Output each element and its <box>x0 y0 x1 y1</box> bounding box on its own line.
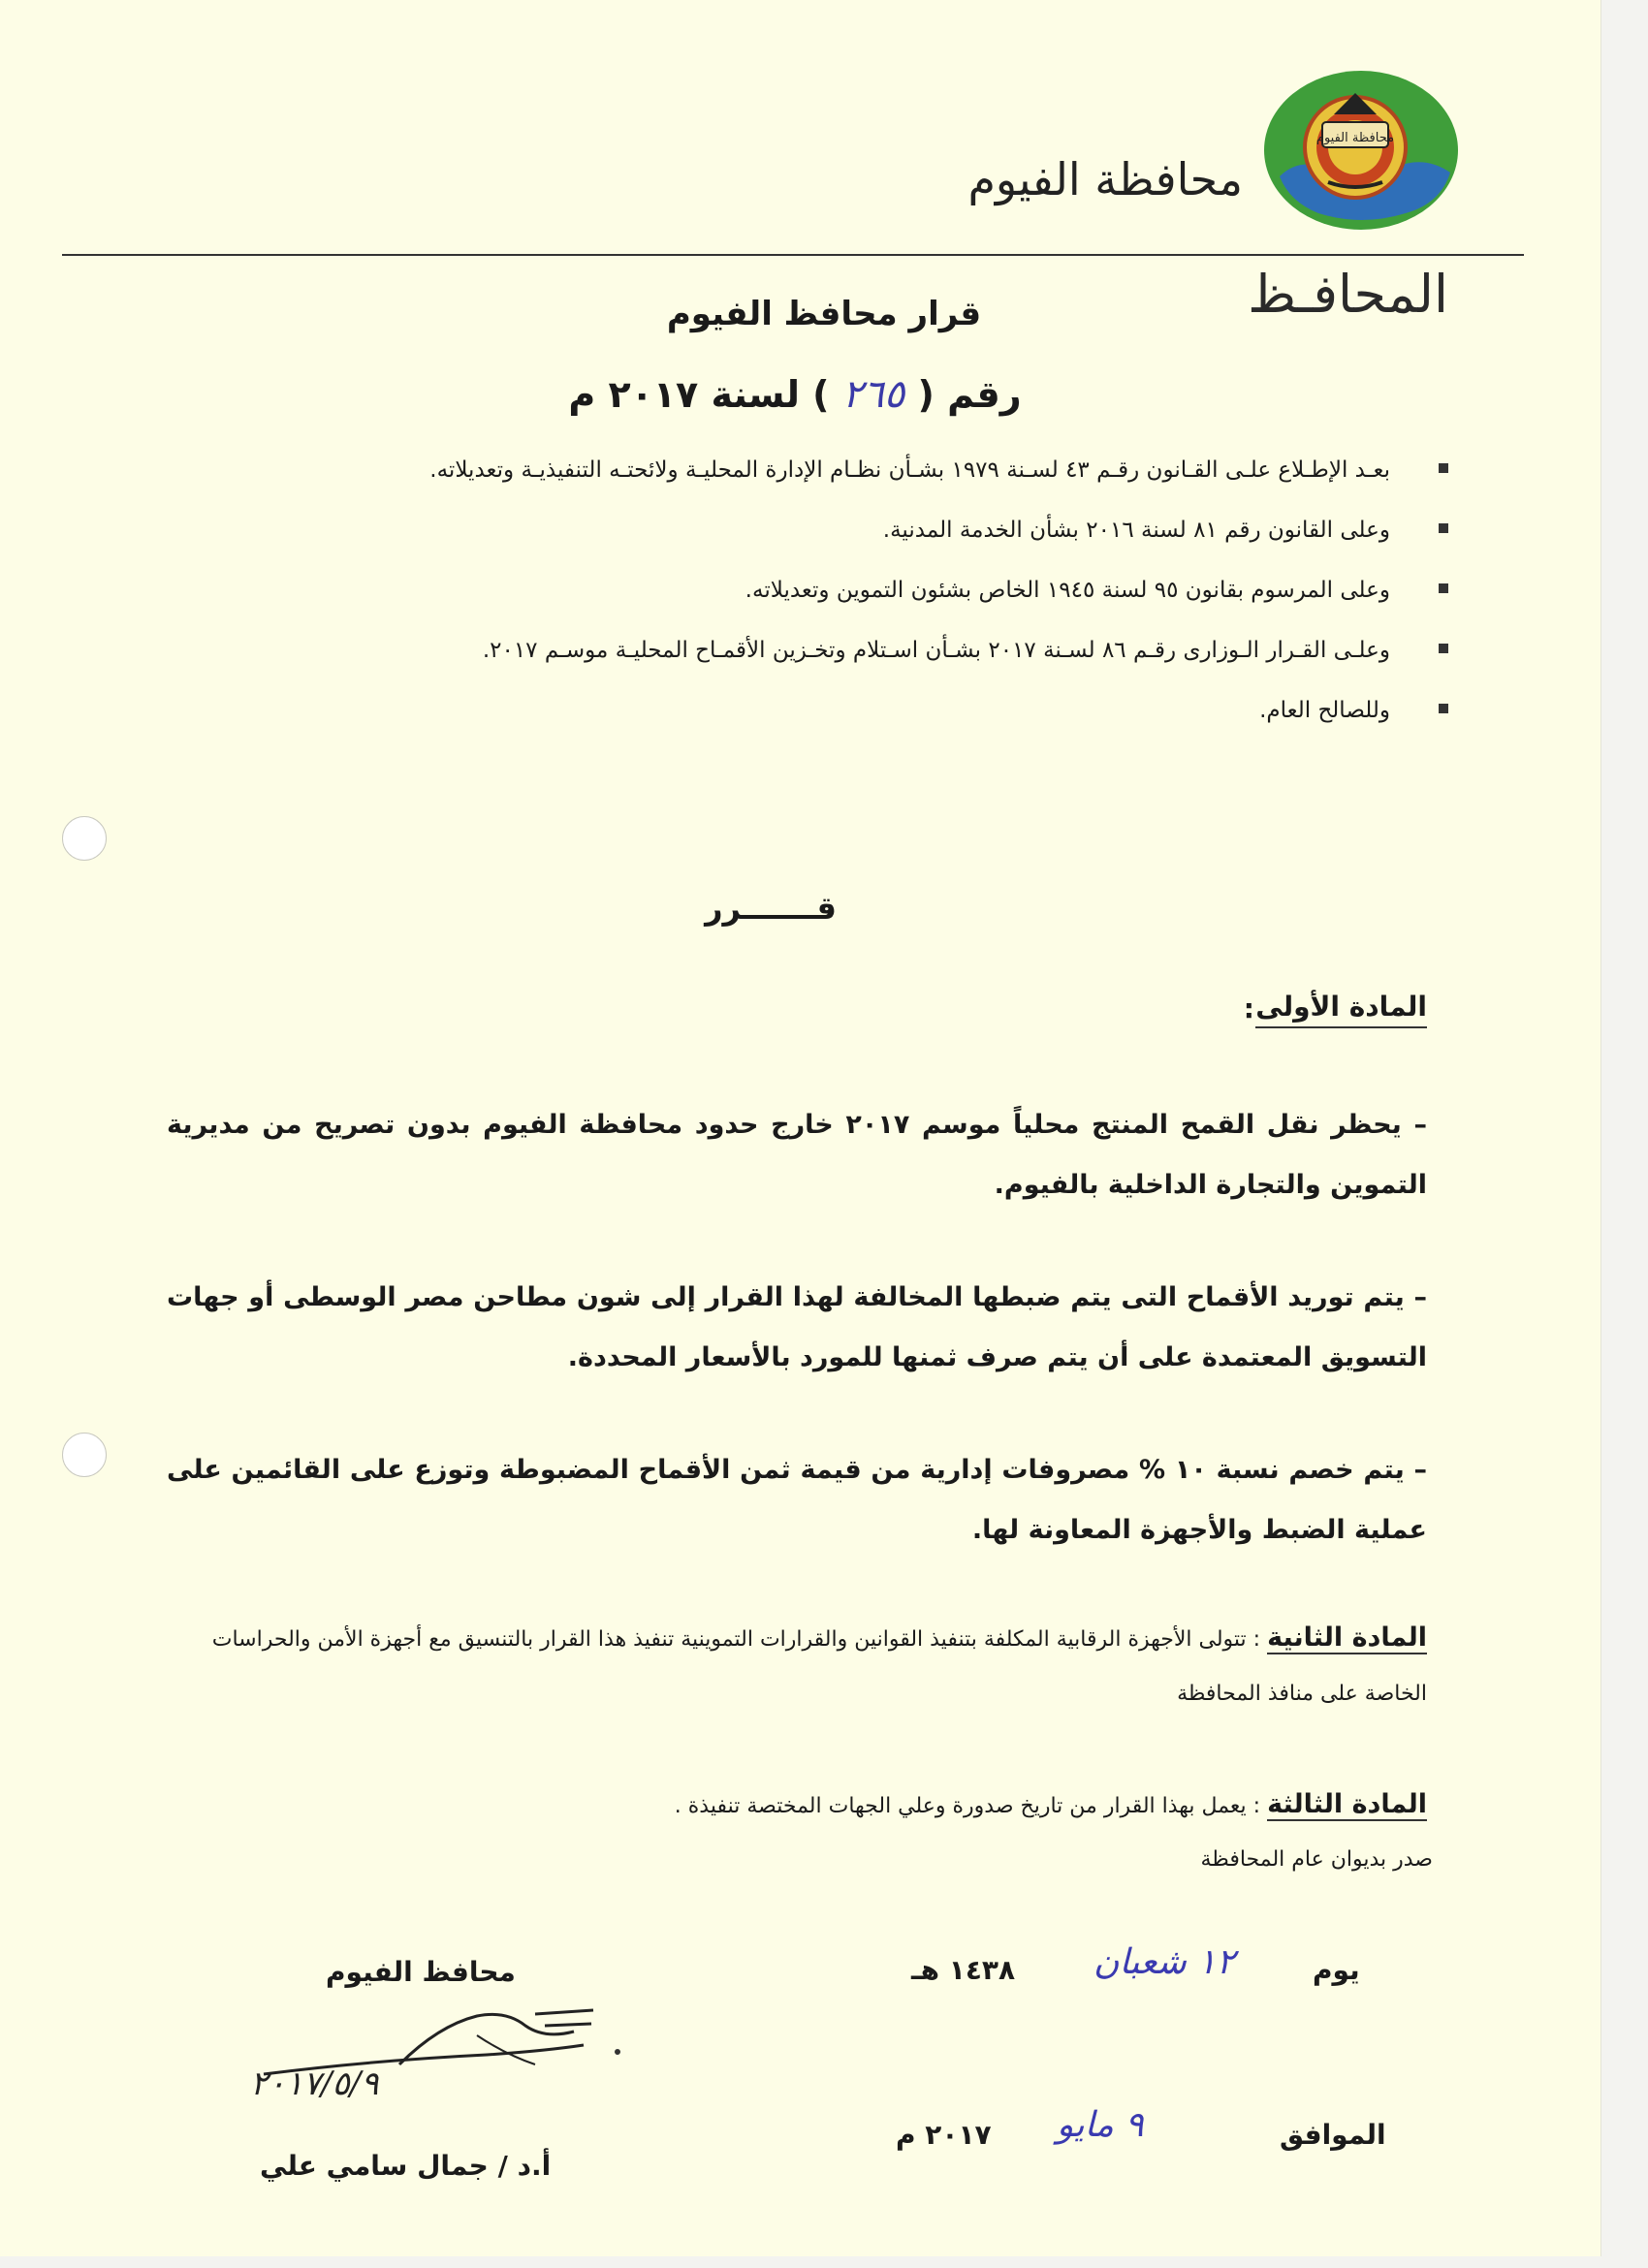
signature-date: ٢٠١٧/٥/٩ <box>250 2064 379 2103</box>
hijri-year: ١٤٣٨ هـ <box>911 1954 1016 1986</box>
office-title: المحافـظ <box>1248 264 1448 325</box>
article1-clause: – يحظر نقل القمح المنتج محلياً موسم ٢٠١٧ خارج حدود محافظة الفيوم بدون تصريح من مديرية التموين والتجارة الداخلية بالفيوم. <box>167 1110 1427 1200</box>
article3-heading: المادة الثالثة <box>1267 1789 1427 1819</box>
preamble-item: وعلى المرسوم بقانون ٩٥ لسنة ١٩٤٥ الخاص بشئون التموين وتعديلاته. <box>111 562 1448 618</box>
article1-colon: : <box>1243 992 1254 1024</box>
bullet-icon <box>1439 583 1448 593</box>
preamble-list <box>111 442 1448 742</box>
article2-heading: المادة الثانية <box>1267 1622 1427 1653</box>
article2-text: : تتولى الأجهزة الرقابية المكلفة بتنفيذ القوانين والقرارات التموينية تنفيذ هذا القرار بالتنسيق مع أجهزة الأمن والحراسات الخاصة على منافذ المحافظة <box>211 1627 1427 1706</box>
article1-clause: – يتم خصم نسبة ١٠ % مصروفات إدارية من قيمة ثمن الأقماح المضبوطة وتوزع على القائمين على عملية الضبط والأجهزة المعاونة لها. <box>167 1455 1427 1545</box>
gregorian-date-label: الموافق <box>1280 2119 1386 2151</box>
ink-dot <box>615 2049 620 2055</box>
decree-number <box>0 372 1590 417</box>
preamble-item: وعلـى القـرار الـوزارى رقـم ٨٦ لسـنة ٢٠١٧ بشـأن اسـتلام وتخـزين الأقمـاح المحليـة موسـم ٢٠١٧. <box>111 622 1448 678</box>
signatory-title: محافظ الفيوم <box>326 1956 516 1988</box>
article3 <box>167 1778 1427 1834</box>
preamble-item: وعلى القانون رقم ٨١ لسنة ٢٠١٦ بشأن الخدمة المدنية. <box>111 502 1448 558</box>
bullet-icon <box>1439 644 1448 653</box>
punch-hole <box>62 816 107 861</box>
article2 <box>167 1611 1427 1721</box>
punch-hole <box>62 1433 107 1477</box>
scan-edge-right <box>1600 0 1648 2268</box>
header-divider <box>62 254 1524 256</box>
decree-number-handwritten: ٢٦٥ <box>841 372 905 417</box>
governorate-name: محافظة الفيوم <box>967 153 1243 205</box>
hijri-date-handwritten: ١٢ شعبان <box>1093 1942 1235 1982</box>
emblem-text: محافظة الفيوم <box>1315 131 1395 145</box>
decree-number-suffix: ) لسنة ٢٠١٧ م <box>568 373 830 416</box>
governorate-emblem-logo <box>1260 68 1462 233</box>
gregorian-year: ٢٠١٧ م <box>896 2119 992 2151</box>
scan-edge-bottom <box>0 2256 1648 2268</box>
signatory-name: أ.د / جمال سامي علي <box>260 2150 552 2182</box>
preamble-item: بعـد الإطـلاع علـى القـانون رقـم ٤٣ لسـنة ١٩٧٩ بشـأن نظـام الإدارة المحليـة ولائحتـه التنفيذيـة وتعديلاته. <box>111 442 1448 498</box>
bullet-icon <box>1439 704 1448 713</box>
preamble-item: وللصالح العام. <box>111 682 1448 739</box>
article1-heading: المادة الأولى <box>1255 991 1427 1028</box>
decides-heading: قـــــــرر <box>705 890 837 927</box>
bullet-icon <box>1439 523 1448 533</box>
article1-clause: – يتم توريد الأقماح التى يتم ضبطها المخالفة لهذا القرار إلى شون مطاحن مصر الوسطى أو جهات التسويق المعتمدة على أن يتم صرف ثمنها للمورد بالأسعار المحددة. <box>167 1282 1427 1372</box>
gregorian-date-handwritten: ٩ مايو <box>1057 2105 1144 2145</box>
hijri-date-label: يوم <box>1313 1954 1360 1986</box>
decree-number-prefix: رقم ( <box>917 373 1022 416</box>
decree-title: قرار محافظ الفيوم <box>666 295 982 333</box>
article3-text: : يعمل بهذا القرار من تاريخ صدورة وعلي الجهات المختصة تنفيذة . <box>674 1794 1268 1818</box>
bullet-icon <box>1439 463 1448 473</box>
issued-at: صدر بديوان عام المحافظة <box>1200 1847 1433 1872</box>
